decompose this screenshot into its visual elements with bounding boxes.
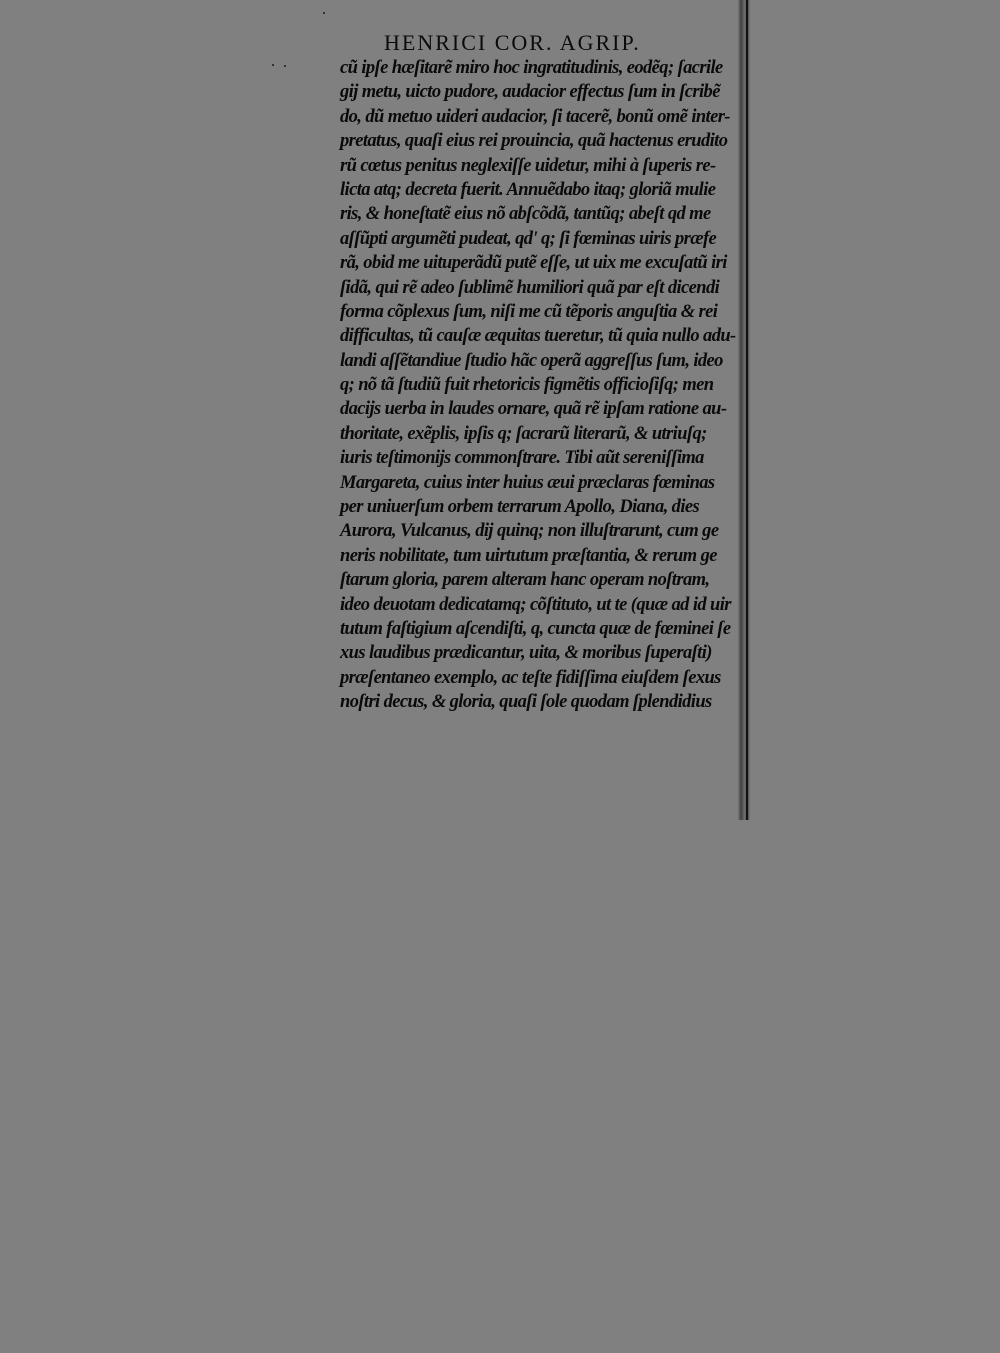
text-line: cũ ipſe hæſitarẽ miro hoc ingratitudinis, eodẽq; ſacrile: [340, 58, 723, 78]
scan-page-edge-line: [746, 0, 748, 820]
text-line: neris nobilitate, tum uirtutum præſtantia, & rerum ge: [340, 545, 717, 566]
text-line: præſentaneo exemplo, ac teſte fidiſſima eiuſdem ſexus: [340, 667, 721, 688]
text-line: tutum faſtigium aſcendiſti, q, cuncta quæ de fœminei ſe: [340, 618, 731, 639]
text-line: ris, & honeſtatẽ eius nõ abſcõdã, tantũq; abeſt qd me: [340, 204, 711, 225]
scan-fleck: [323, 12, 325, 14]
text-line: q; nõ tã ſtudiũ fuit rhetoricis figmẽtis officioſiſq; men: [340, 375, 714, 396]
text-line: dacijs uerba in laudes ornare, quã rẽ ipſam ratione au-: [340, 399, 727, 420]
text-line: gij metu, uicto pudore, audacior effectus ſum in ſcribẽ: [340, 82, 720, 103]
text-line: aſſũpti argumẽti pudeat, qd' q; ſi fœminas uiris præfe: [340, 228, 717, 249]
text-line: ſidã, qui rẽ adeo ſublimẽ humiliori quã par eſt dicendi: [340, 277, 720, 298]
text-line: do, dũ metuo uideri audacior, ſi tacerẽ, bonũ omẽ inter-: [340, 106, 730, 127]
text-line: difficultas, tũ cauſæ æquitas tueretur, tũ quia nullo adu-: [340, 326, 736, 347]
text-line: landi aſſẽtandiue ſtudio hãc operã aggreſſus ſum, ideo: [340, 350, 723, 371]
text-line: ideo deuotam dedicatamq; cõſtituto, ut te (quæ ad id uir: [340, 594, 731, 615]
body-text: [340, 56, 736, 715]
text-line: per uniuerſum orbem terrarum Apollo, Diana, dies: [340, 497, 700, 518]
text-line: ſtarum gloria, parem alteram hanc operam noſtram,: [340, 570, 710, 591]
text-line: thoritate, exẽplis, ipſis q; ſacrarũ literarũ, & utriuſq;: [340, 423, 707, 444]
scan-fleck: [272, 64, 274, 66]
text-line: forma cõplexus ſum, niſi me cũ tẽporis anguſtia & rei: [340, 301, 718, 322]
scan-page-edge: [738, 0, 750, 820]
text-line: rũ cœtus penitus neglexiſſe uidetur, mihi à ſuperis re-: [340, 155, 716, 176]
text-line: xus laudibus prædicantur, uita, & moribus ſuperaſti): [340, 643, 712, 664]
scan-fleck: [284, 65, 286, 67]
text-line: Aurora, Vulcanus, dij quinq; non illuſtrarunt, cum ge: [340, 521, 719, 542]
running-head: HENRICI COR. AGRIP.: [384, 30, 641, 55]
text-line: pretatus, quaſi eius rei prouincia, quã hactenus erudito: [340, 131, 728, 152]
text-line: Margareta, cuius inter huius æui præclaras fœminas: [340, 472, 715, 493]
text-line: licta atq; decreta fuerit. Annuẽdabo itaq; gloriã mulie: [340, 179, 716, 200]
text-line: rã, obid me uituperãdũ putẽ eſſe, ut uix me excuſatũ iri: [340, 253, 727, 274]
text-line: iuris teſtimonijs commonſtrare. Tibi aũt sereniſſima: [340, 448, 704, 469]
text-line: noſtri decus, & gloria, quaſi ſole quodam ſplendidius: [340, 692, 712, 713]
